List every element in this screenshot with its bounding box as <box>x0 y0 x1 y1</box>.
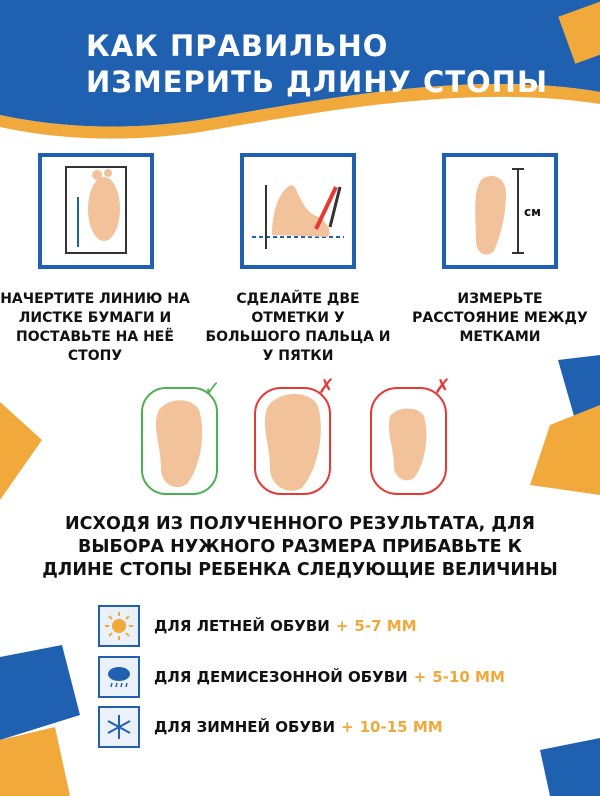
cross-icon: ✗ <box>318 374 335 398</box>
too-small-foot <box>250 380 340 500</box>
plus-sign: + <box>341 718 354 736</box>
tip-value: 10-15 ММ <box>359 718 443 736</box>
check-icon: ✓ <box>204 376 221 400</box>
plus-sign: + <box>413 668 427 686</box>
too-large-foot <box>366 380 456 500</box>
tip-demiseason <box>98 655 578 699</box>
tip-label: ДЛЯ ЛЕТНЕЙ ОБУВИ <box>154 617 330 635</box>
step-1-text: НАЧЕРТИТЕ ЛИНИЮ НА ЛИСТКЕ БУМАГИ И ПОСТАВЬТЕ НА НЕЁ СТОПУ <box>0 291 190 364</box>
instruction-text: ИСХОДЯ ИЗ ПОЛУЧЕННОГО РЕЗУЛЬТАТА, ДЛЯ ВЫБОРА НУЖНОГО РАЗМЕРА ПРИБАВЬТЕ К ДЛИНЕ СТОПЫ РЕБЕНКА СЛЕДУЮЩИЕ ВЕЛИЧИНЫ <box>42 514 558 580</box>
plus-sign: + <box>335 617 349 635</box>
step-3-box <box>442 153 558 269</box>
left-decor <box>0 390 48 510</box>
tip-label: ДЛЯ ЗИМНЕЙ ОБУВИ <box>154 718 336 736</box>
rain-cloud-icon <box>98 656 140 698</box>
step-3-text: ИЗМЕРЬТЕ РАССТОЯНИЕ МЕЖДУ МЕТКАМИ <box>412 291 588 345</box>
snowflake-icon <box>98 706 140 748</box>
tip-value: 5-10 ММ <box>432 668 505 686</box>
tip-label: ДЛЯ ДЕМИСЕЗОННОЙ ОБУВИ <box>154 668 408 686</box>
foot-on-paper-icon <box>42 157 150 265</box>
cross-icon: ✗ <box>434 374 451 398</box>
unit-label: см <box>524 205 541 219</box>
step-2-box <box>240 153 356 269</box>
right-decor-top <box>530 355 600 495</box>
sun-icon <box>98 605 140 647</box>
step-1-box <box>38 153 154 269</box>
left-decor-bottom <box>0 645 80 796</box>
step-2-text: СДЕЛАЙТЕ ДВЕ ОТМЕТКИ У БОЛЬШОГО ПАЛЬЦА И У ПЯТКИ <box>205 291 391 364</box>
page-title: КАК ПРАВИЛЬНО ИЗМЕРИТЬ ДЛИНУ СТОПЫ <box>86 29 548 99</box>
tip-value: 5-7 ММ <box>354 617 417 635</box>
tip-winter <box>98 705 578 749</box>
foot-marking-icon <box>244 157 352 265</box>
tip-summer <box>98 604 578 648</box>
